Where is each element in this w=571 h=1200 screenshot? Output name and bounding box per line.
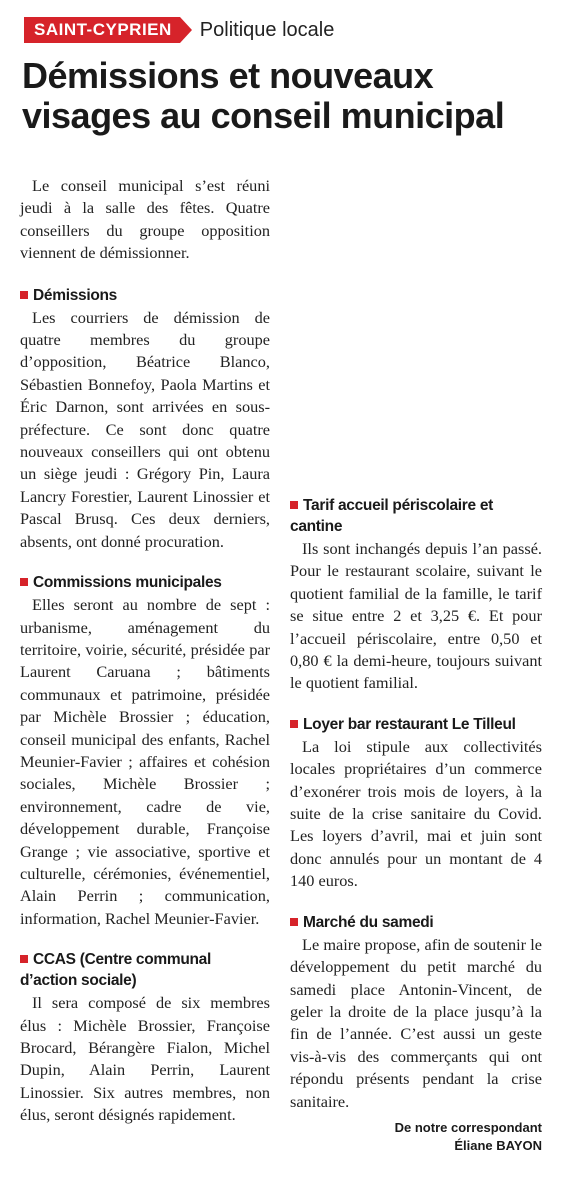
red-square-bullet-icon: [290, 501, 298, 509]
red-square-bullet-icon: [290, 918, 298, 926]
column-left: [20, 175, 270, 1146]
section-body: Le maire propose, afin de soutenir le développement du petit marché du samedi place Antonin-Vincent, de geler la droite de la place jusqu’à la fin de l’année. C’est aussi un geste vis-à-vis des commerçants qui ont répondu présents pendant la crise sanitaire.: [290, 934, 542, 1111]
section-demissions: [20, 285, 270, 553]
section-loyer: [290, 714, 542, 893]
section-title: CCAS (Centre communal d’action sociale): [20, 951, 212, 990]
location-tag: SAINT-CYPRIEN: [24, 17, 180, 43]
section-marche: [290, 912, 542, 1113]
section-body: Ils sont inchangés depuis l’an passé. Pour le restaurant scolaire, suivant le quotient familial de la famille, le tarif se situe entre 2 et 3,25 €. Et pour l’accueil périscolaire, entre 0,50 et 0,80 € la demi-heure, toujours suivant le quotient familial.: [290, 539, 542, 693]
article-kicker: [24, 17, 334, 43]
red-square-bullet-icon: [20, 578, 28, 586]
section-title: Marché du samedi: [303, 913, 434, 931]
rubric-label: Politique locale: [199, 19, 335, 41]
credit-line: De notre correspondant: [394, 1119, 542, 1135]
section-heading: [290, 912, 542, 933]
section-body: Il sera composé de six membres élus : Michèle Brossier, Françoise Brocard, Bérangère Fialon, Michel Dupin, Alain Perrin, Laurent Linossier. Six autres membres, non élus, seront désignés rapidement.: [20, 993, 270, 1125]
author-credit: [290, 1119, 542, 1155]
section-heading: [20, 285, 270, 306]
section-heading: [20, 949, 270, 991]
column-right: [290, 495, 542, 1155]
section-title: Tarif accueil périscolaire et cantine: [290, 497, 494, 535]
red-square-bullet-icon: [20, 291, 28, 299]
section-title: Démissions: [33, 286, 118, 304]
red-square-bullet-icon: [290, 720, 298, 728]
red-square-bullet-icon: [20, 955, 28, 963]
article-headline: Démissions et nouveaux visages au conseil municipal: [22, 55, 505, 136]
section-title: Loyer bar restaurant Le Tilleul: [303, 715, 516, 733]
section-tarif: [290, 495, 542, 695]
section-heading: [290, 714, 542, 735]
section-body: Les courriers de démission de quatre membres du groupe d’opposition, Béatrice Blanco, Sébastien Bonnefoy, Paola Martins et Éric Darnon, sont arrivées en sous-préfecture. Ce sont donc quatre nouveaux conseillers qui ont obtenu un siège jeudi : Grégory Pin, Laura Lancry Forestier, Laurent Linossier et Pascal Brusq. Ces deux derniers, absents, ont donné procuration.: [20, 307, 270, 551]
section-body: Elles seront au nombre de sept : urbanisme, aménagement du territoire, voirie, sécurité, présidée par Laurent Caruana ; bâtiments communaux et patrimoine, présidée par Michèle Brossier ; éducation, conseil municipal des enfants, Rachel Meunier-Favier ; affaires et cohésion sociales, Michèle Brossier ; environnement, cadre de vie, développement durable, Françoise Grange ; vie associative, sportive et culturelle, cérémonies, événementiel, Alain Perrin ; communication, information, Rachel Meunier-Favier.: [20, 595, 270, 928]
section-heading: [290, 495, 542, 537]
section-title: Commissions municipales: [33, 574, 222, 592]
section-body: La loi stipule aux collectivités locales propriétaires d’un commerce d’exonérer trois mois de loyers, à la suite de la crise sanitaire du Covid. Les loyers d’avril, mai et juin sont donc annulés pour un montant de 4 140 euros.: [290, 736, 542, 891]
article-intro: Le conseil municipal s’est réuni jeudi à la salle des fêtes. Quatre conseillers du groupe opposition viennent de démissionner.: [20, 176, 270, 263]
section-heading: [20, 572, 270, 593]
section-commissions: [20, 572, 270, 930]
section-ccas: [20, 949, 270, 1126]
author-name: Éliane BAYON: [454, 1137, 542, 1153]
